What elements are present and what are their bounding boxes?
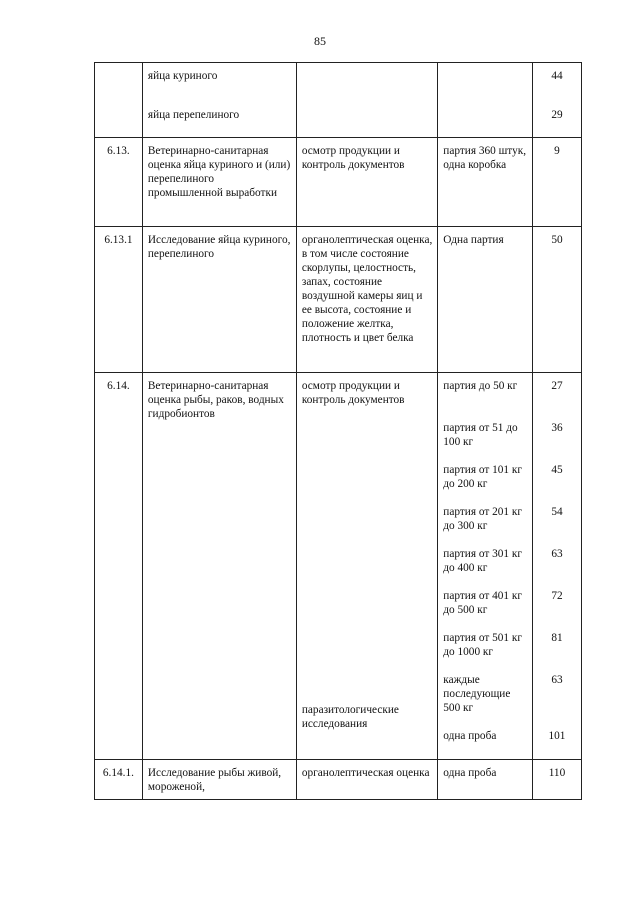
row-price-cell: 50 — [532, 227, 581, 373]
row-method-cell — [296, 63, 437, 138]
price-value: 54 — [551, 506, 563, 518]
table-row — [95, 227, 582, 373]
row-name-cell — [142, 63, 296, 138]
row-unit-cell: Одна партия — [438, 227, 533, 373]
row-unit-cell: одна проба — [438, 760, 533, 800]
unit-text: партия от 401 кг до 500 кг — [443, 590, 522, 616]
row-method-cell: органолептическая оценка — [296, 760, 437, 800]
unit-text: одна проба — [443, 730, 497, 742]
row-price-cell: 9 — [532, 138, 581, 227]
price-value: 63 — [551, 674, 563, 686]
row-method-cell: органолептическая оценка, в том числе состояние скорлупы, целостность, запах, состояние воздушной камеры яиц и ее высота, состояние и положение желтка, плотность и цвет белка — [296, 227, 437, 373]
row-name-cell: Исследование яйца куриного, перепелиного — [142, 227, 296, 373]
row-code-cell: 6.13.1 — [95, 227, 143, 373]
table-row — [95, 138, 582, 227]
price-value: 63 — [551, 548, 563, 560]
table-row — [95, 760, 582, 800]
row-method-cell — [296, 373, 437, 760]
table-row — [95, 63, 582, 138]
row-unit-cell — [438, 63, 533, 138]
price-value: 45 — [551, 464, 563, 476]
unit-text: партия от 201 кг до 300 кг — [443, 506, 522, 532]
page-number: 85 — [314, 34, 326, 48]
row-price-cell — [532, 63, 581, 138]
unit-text: партия от 301 кг до 400 кг — [443, 548, 522, 574]
price-value: 29 — [551, 109, 563, 121]
price-value: 27 — [551, 380, 563, 392]
item-name: яйца перепелиного — [147, 109, 240, 121]
row-method-cell: осмотр продукции и контроль документов — [296, 138, 437, 227]
price-value: 44 — [551, 70, 563, 82]
row-code-cell: 6.14.1. — [95, 760, 143, 800]
method-text: осмотр продукции и контроль документов — [301, 380, 405, 406]
unit-text: партия от 501 кг до 1000 кг — [443, 632, 522, 658]
unit-text: партия от 51 до 100 кг — [443, 422, 518, 448]
price-value: 72 — [551, 590, 563, 602]
price-value: 81 — [551, 632, 563, 644]
row-code-cell: 6.14. — [95, 373, 143, 760]
row-code-cell — [95, 63, 143, 138]
row-price-cell — [532, 373, 581, 760]
table-row — [95, 373, 582, 760]
row-unit-cell: партия 360 штук, одна коробка — [438, 138, 533, 227]
row-code-cell: 6.13. — [95, 138, 143, 227]
tariff-table — [94, 62, 582, 800]
price-value: 101 — [548, 730, 566, 742]
unit-text: каждые последующие 500 кг — [443, 674, 511, 714]
row-name-cell: Исследование рыбы живой, мороженой, — [142, 760, 296, 800]
method-text: паразитологические исследования — [301, 704, 399, 730]
row-name-cell: Ветеринарно-санитарная оценка рыбы, раков, водных гидробионтов — [142, 373, 296, 760]
row-name-cell: Ветеринарно-санитарная оценка яйца куриного и (или) перепелиного промышленной выработки — [142, 138, 296, 227]
row-price-cell: 110 — [532, 760, 581, 800]
row-unit-cell — [438, 373, 533, 760]
item-name: яйца куриного — [147, 70, 218, 82]
unit-text: партия до 50 кг — [443, 380, 518, 392]
price-value: 36 — [551, 422, 563, 434]
unit-text: партия от 101 кг до 200 кг — [443, 464, 522, 490]
